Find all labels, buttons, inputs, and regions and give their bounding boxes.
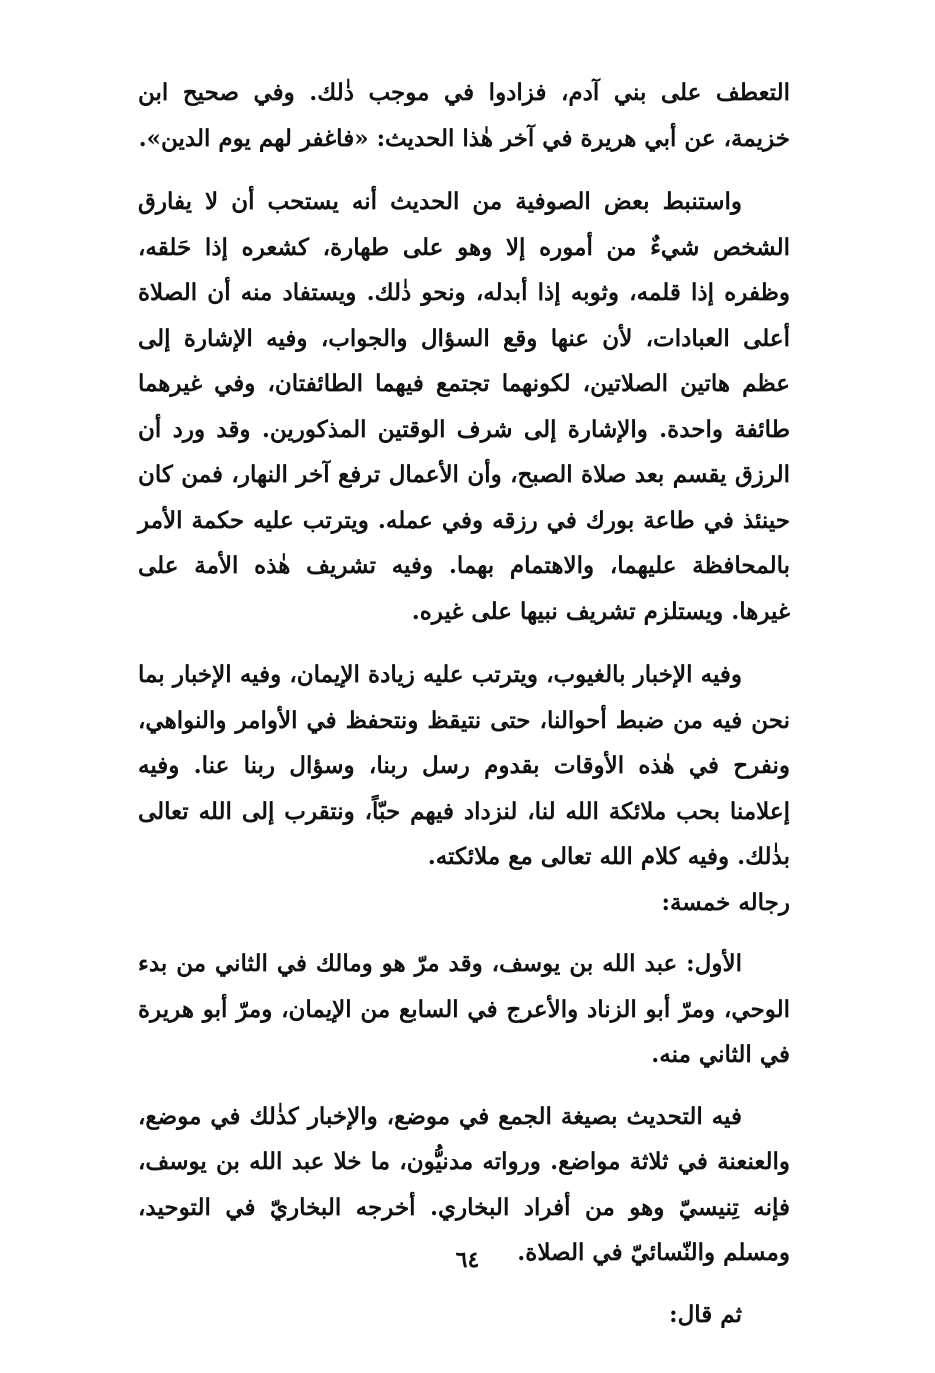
paragraph-4-body: عبد الله بن يوسف، وقد مرّ هو ومالك في الثاني من بدء الوحي، ومرّ أبو الزناد والأعرج في السابع من الإيمان، ومرّ أبو هريرة في الثاني منه. [138, 950, 790, 1068]
paragraph-3: وفيه الإخبار بالغيوب، ويترتب عليه زيادة الإيمان، وفيه الإخبار بما نحن فيه من ضبط أحوالنا، حتى نتيقظ ونتحفظ في الأوامر والنواهي، ونفرح في هٰذه الأوقات بقدوم رسل ربنا، وسؤال ربنا عنا. وفيه إعلامنا بحب ملائكة الله لنا، لنزداد فيهم حبّاً، ونتقرب إلى الله تعالى بذٰلك. وفيه كلام الله تعالى مع ملائكته. [138, 661, 790, 870]
section-heading: رجاله خمسة: [661, 888, 790, 916]
paragraph-6: ثم قال: [669, 1300, 742, 1328]
paragraph-1: التعطف على بني آدم، فزادوا في موجب ذٰلك. وفي صحيح ابن خزيمة، عن أبي هريرة في آخر هٰذا الحديث: «فاغفر لهم يوم الدين». [138, 79, 790, 152]
paragraph-5: فيه التحديث بصيغة الجمع في موضع، والإخبار كذٰلك في موضع، والعنعنة في ثلاثة مواضع. ورواته مدنيُّون، ما خلا عبد الله بن يوسف، فإنه تِنيسيّ وهو من أفراد البخاري. أخرجه البخاريّ في التوحيد، ومسلم والنّسائيّ في الصلاة. [138, 1102, 790, 1266]
document-page [138, 70, 790, 1337]
paragraph-2: واستنبط بعض الصوفية من الحديث أنه يستحب أن لا يفارق الشخص شيءٌ من أموره إلا وهو على طهارة، كشعره إذا حَلقه، وظفره إذا قلمه، وثوبه إذا أبدله، ونحو ذٰلك. ويستفاد منه أن الصلاة أعلى العبادات، لأن عنها وقع السؤال والجواب، وفيه الإشارة إلى عظم هاتين الصلاتين، لكونهما تجتمع فيهما الطائفتان، وفي غيرهما طائفة واحدة. والإشارة إلى شرف الوقتين المذكورين. وقد ورد أن الرزق يقسم بعد صلاة الصبح، وأن الأعمال ترفع آخر النهار، فمن كان حينئذ في طاعة بورك في رزقه وفي عمله. ويترتب عليه حكمة الأمر بالمحافظة عليهما، والاهتمام بهما. وفيه تشريف هٰذه الأمة على غيرها. ويستلزم تشريف نبيها على غيره. [138, 188, 790, 625]
term-first: الأول: [686, 950, 742, 977]
paragraph-4 [138, 941, 790, 1078]
page-number: ٦٤ [455, 1247, 480, 1273]
